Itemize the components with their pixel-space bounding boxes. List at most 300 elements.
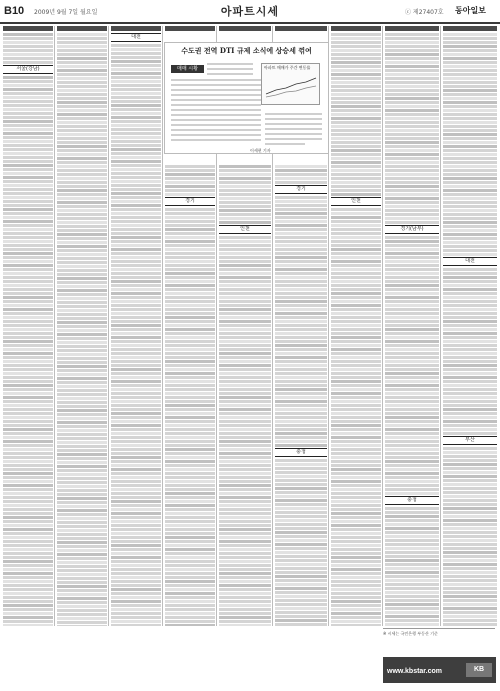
listing-row <box>219 616 271 619</box>
listing-row <box>111 524 161 527</box>
listing-row <box>275 204 327 207</box>
listing-row <box>331 216 381 219</box>
listing-row <box>3 580 53 583</box>
listing-row <box>111 340 161 343</box>
listing-row <box>385 41 439 44</box>
listing-row <box>385 360 439 363</box>
listing-row <box>111 300 161 303</box>
listing-row <box>3 112 53 115</box>
listing-row <box>57 133 107 136</box>
listing-row <box>111 312 161 315</box>
listing-row <box>385 599 439 602</box>
listing-row <box>3 252 53 255</box>
listing-row <box>57 449 107 452</box>
listing-row <box>57 481 107 484</box>
listing-row <box>331 125 381 128</box>
listing-row <box>331 121 381 124</box>
listing-row <box>385 161 439 164</box>
listing-row <box>275 212 327 215</box>
listing-row <box>331 304 381 307</box>
listing-row <box>57 37 107 40</box>
listing-row <box>219 236 271 239</box>
listing-row <box>57 413 107 416</box>
listing-row <box>219 444 271 447</box>
listing-row <box>331 145 381 148</box>
listing-row <box>111 200 161 203</box>
listing-row <box>443 157 497 160</box>
listing-row <box>385 201 439 204</box>
listing-row <box>219 308 271 311</box>
listing-row <box>331 212 381 215</box>
listing-row <box>331 101 381 104</box>
listing-row <box>443 272 497 275</box>
listing-row <box>111 164 161 167</box>
listing-row <box>111 452 161 455</box>
listing-row <box>275 320 327 323</box>
listing-row <box>385 579 439 582</box>
listing-row <box>331 524 381 527</box>
listing-row <box>57 401 107 404</box>
listing-row <box>385 448 439 451</box>
listing-row <box>57 245 107 248</box>
listing-row <box>165 360 215 363</box>
listing-row <box>57 525 107 528</box>
listing-row <box>331 117 381 120</box>
listing-row <box>443 280 497 283</box>
listing-row <box>165 296 215 299</box>
listing-row <box>385 312 439 315</box>
listing-row <box>443 539 497 542</box>
listing-row <box>331 496 381 499</box>
listing-row <box>57 269 107 272</box>
listing-row <box>275 483 327 486</box>
article-tag: 매매 시황 <box>171 65 204 73</box>
listing-row <box>331 580 381 583</box>
listing-row <box>165 476 215 479</box>
listing-row <box>443 388 497 391</box>
listing-row <box>385 523 439 526</box>
listing-row <box>111 244 161 247</box>
listing-row <box>385 77 439 80</box>
listing-row <box>57 477 107 480</box>
listing-row <box>57 117 107 120</box>
listing-row <box>385 185 439 188</box>
listing-row <box>443 599 497 602</box>
column-header <box>111 26 161 31</box>
listing-row <box>385 344 439 347</box>
listing-row <box>111 152 161 155</box>
article-text-line <box>171 134 261 136</box>
listing-row <box>165 284 215 287</box>
listing-row <box>57 445 107 448</box>
listing-row <box>3 53 53 56</box>
listing-row <box>57 93 107 96</box>
region-band: 서울(강남) <box>3 65 53 74</box>
listing-row <box>111 508 161 511</box>
listing-row <box>385 49 439 52</box>
listing-row <box>3 260 53 263</box>
listing-row <box>443 340 497 343</box>
listing-row <box>275 511 327 514</box>
listing-row <box>385 197 439 200</box>
article-title: 수도권 전역 DTI 규제 소식에 상승세 꺾여 <box>181 46 312 55</box>
listing-row <box>111 556 161 559</box>
listing-row <box>275 248 327 251</box>
listing-row <box>275 583 327 586</box>
listing-row <box>443 53 497 56</box>
listing-row <box>57 313 107 316</box>
listing-row <box>57 465 107 468</box>
listing-row <box>331 416 381 419</box>
listing-row <box>331 193 381 196</box>
listing-row <box>219 328 271 331</box>
listing-row <box>3 332 53 335</box>
listing-row <box>385 189 439 192</box>
listing-row <box>57 497 107 500</box>
listing-row <box>219 560 271 563</box>
listing-row <box>443 360 497 363</box>
listing-row <box>111 288 161 291</box>
listing-row <box>443 527 497 530</box>
listing-row <box>443 133 497 136</box>
listing-row <box>3 428 53 431</box>
listing-row <box>443 428 497 431</box>
listing-row <box>165 484 215 487</box>
listing-row <box>385 408 439 411</box>
listing-row <box>443 451 497 454</box>
listing-row <box>165 424 215 427</box>
listing-row <box>57 261 107 264</box>
listing-row <box>57 425 107 428</box>
listing-row <box>385 320 439 323</box>
listing-row <box>443 447 497 450</box>
listing-row <box>57 361 107 364</box>
listing-row <box>57 585 107 588</box>
listing-row <box>443 249 497 252</box>
listing-row <box>219 428 271 431</box>
listing-row <box>3 328 53 331</box>
listing-row <box>219 221 271 224</box>
listing-row <box>331 308 381 311</box>
listing-row <box>57 613 107 616</box>
chart-title: 아파트 매매가 주간 변동률 <box>264 65 311 70</box>
listing-row <box>3 360 53 363</box>
listing-row <box>385 567 439 570</box>
listing-row <box>331 129 381 132</box>
listing-row <box>219 496 271 499</box>
listing-row <box>165 508 215 511</box>
website-url[interactable]: www.kbstar.com <box>387 668 442 675</box>
listing-row <box>165 596 215 599</box>
column-header <box>385 26 439 31</box>
listing-row <box>57 457 107 460</box>
listing-row <box>111 620 161 623</box>
section-title: 아파트시세 <box>220 5 280 18</box>
listing-row <box>275 380 327 383</box>
listing-row <box>443 332 497 335</box>
listing-row <box>165 320 215 323</box>
listing-row <box>3 484 53 487</box>
listing-row <box>275 169 327 172</box>
listing-row <box>275 436 327 439</box>
listing-row <box>443 113 497 116</box>
listing-row <box>385 476 439 479</box>
listing-row <box>385 603 439 606</box>
listing-row <box>275 340 327 343</box>
listing-row <box>443 376 497 379</box>
listing-row <box>111 428 161 431</box>
listing-row <box>443 209 497 212</box>
listing-row <box>219 432 271 435</box>
listing-row <box>3 600 53 603</box>
listing-row <box>331 53 381 56</box>
column-header <box>165 26 215 31</box>
listing-row <box>111 500 161 503</box>
listing-row <box>331 61 381 64</box>
listing-row <box>57 161 107 164</box>
listing-row <box>385 145 439 148</box>
listing-row <box>3 528 53 531</box>
listing-row <box>385 527 439 530</box>
listing-row <box>331 49 381 52</box>
listing-row <box>165 169 215 172</box>
listing-row <box>165 392 215 395</box>
listing-row <box>165 388 215 391</box>
listing-row <box>443 229 497 232</box>
listing-row <box>275 420 327 423</box>
listing-row <box>3 356 53 359</box>
listing-row <box>111 60 161 63</box>
listing-row <box>443 352 497 355</box>
listing-row <box>3 448 53 451</box>
listing-row <box>165 436 215 439</box>
listing-row <box>3 120 53 123</box>
listing-row <box>111 568 161 571</box>
listing-row <box>385 460 439 463</box>
listing-row <box>165 272 215 275</box>
listing-row <box>275 551 327 554</box>
listing-row <box>275 300 327 303</box>
listing-row <box>3 616 53 619</box>
listing-row <box>385 559 439 562</box>
listing-row <box>385 440 439 443</box>
listing-row <box>331 584 381 587</box>
listing-row <box>385 61 439 64</box>
listing-row <box>111 460 161 463</box>
listing-row <box>3 384 53 387</box>
listing-row <box>219 396 271 399</box>
listing-row <box>111 328 161 331</box>
listing-row <box>57 249 107 252</box>
listing-row <box>331 548 381 551</box>
listing-row <box>3 148 53 151</box>
listing-row <box>111 424 161 427</box>
listing-row <box>3 224 53 227</box>
listing-row <box>443 173 497 176</box>
listing-row <box>111 492 161 495</box>
listing-row <box>385 531 439 534</box>
page-number: B10 <box>4 5 25 17</box>
listing-row <box>275 491 327 494</box>
listing-row <box>165 352 215 355</box>
listing-row <box>219 304 271 307</box>
listing-row <box>3 480 53 483</box>
listing-row <box>3 296 53 299</box>
listing-row <box>111 444 161 447</box>
listing-row <box>111 248 161 251</box>
listing-row <box>111 108 161 111</box>
listing-row <box>385 356 439 359</box>
listing-row <box>111 220 161 223</box>
article-text-line <box>171 94 261 96</box>
listing-row <box>275 228 327 231</box>
listing-row <box>3 244 53 247</box>
listing-row <box>219 400 271 403</box>
listing-row <box>3 372 53 375</box>
listing-row <box>3 280 53 283</box>
listing-row <box>275 444 327 447</box>
listing-row <box>219 217 271 220</box>
listing-row <box>385 173 439 176</box>
listing-row <box>3 396 53 399</box>
listing-row <box>331 65 381 68</box>
listing-row <box>275 607 327 610</box>
listing-row <box>219 464 271 467</box>
listing-row <box>111 604 161 607</box>
listing-row <box>219 392 271 395</box>
listing-row <box>275 264 327 267</box>
listing-row <box>3 172 53 175</box>
listing-row <box>443 296 497 299</box>
listing-row <box>443 392 497 395</box>
listing-row <box>57 285 107 288</box>
listing-column <box>384 26 441 626</box>
listing-row <box>165 404 215 407</box>
listing-row <box>3 284 53 287</box>
listing-row <box>111 596 161 599</box>
listing-row <box>275 336 327 339</box>
listing-row <box>111 564 161 567</box>
article-text-line <box>265 113 322 115</box>
article-text-line <box>171 139 261 141</box>
listing-row <box>57 345 107 348</box>
listing-row <box>165 432 215 435</box>
listing-row <box>275 400 327 403</box>
listing-row <box>331 165 381 168</box>
listing-row <box>385 252 439 255</box>
listing-row <box>165 540 215 543</box>
listing-row <box>111 368 161 371</box>
issue-number: ⓒ 제27407호 <box>405 9 444 16</box>
listing-row <box>219 548 271 551</box>
listing-row <box>275 260 327 263</box>
listing-row <box>57 309 107 312</box>
listing-row <box>275 408 327 411</box>
listing-row <box>3 608 53 611</box>
listing-row <box>165 504 215 507</box>
listing-row <box>443 245 497 248</box>
listing-row <box>331 596 381 599</box>
listing-row <box>3 80 53 83</box>
listing-row <box>111 396 161 399</box>
listing-row <box>275 571 327 574</box>
listing-row <box>219 244 271 247</box>
listing-row <box>111 552 161 555</box>
listing-row <box>331 388 381 391</box>
listing-row <box>443 475 497 478</box>
listing-row <box>111 212 161 215</box>
listing-row <box>331 384 381 387</box>
listing-row <box>385 376 439 379</box>
listing-row <box>165 408 215 411</box>
listing-row <box>165 464 215 467</box>
listing-row <box>111 144 161 147</box>
listing-row <box>443 149 497 152</box>
listing-row <box>111 336 161 339</box>
listing-row <box>165 444 215 447</box>
listing-row <box>3 624 53 626</box>
region-band: 충청 <box>275 448 327 457</box>
listing-row <box>331 256 381 259</box>
listing-row <box>331 328 381 331</box>
listing-row <box>443 268 497 271</box>
listing-row <box>331 276 381 279</box>
listing-row <box>385 432 439 435</box>
listing-row <box>385 468 439 471</box>
listing-row <box>165 324 215 327</box>
listing-row <box>165 584 215 587</box>
listing-row <box>385 121 439 124</box>
listing-row <box>331 448 381 451</box>
listing-row <box>443 535 497 538</box>
listing-row <box>443 320 497 323</box>
listing-row <box>443 615 497 618</box>
article-text-line <box>265 123 322 125</box>
listing-row <box>219 336 271 339</box>
listing-row <box>331 608 381 611</box>
listing-row <box>57 421 107 424</box>
listing-row <box>219 332 271 335</box>
listing-row <box>165 516 215 519</box>
listing-row <box>219 456 271 459</box>
listing-row <box>165 244 215 247</box>
listing-row <box>443 467 497 470</box>
listing-row <box>219 252 271 255</box>
listing-row <box>3 84 53 87</box>
listing-row <box>3 164 53 167</box>
listing-row <box>111 72 161 75</box>
listing-row <box>57 81 107 84</box>
listing-row <box>57 349 107 352</box>
listing-row <box>275 471 327 474</box>
listing-row <box>57 625 107 626</box>
listing-row <box>111 100 161 103</box>
listing-row <box>165 580 215 583</box>
listing-row <box>219 552 271 555</box>
listing-row <box>165 532 215 535</box>
listing-row <box>165 185 215 188</box>
listing-row <box>219 384 271 387</box>
listing-row <box>3 544 53 547</box>
listing-row <box>219 528 271 531</box>
listing-row <box>165 412 215 415</box>
listing-row <box>219 340 271 343</box>
listing-row <box>57 265 107 268</box>
listing-row <box>111 548 161 551</box>
listing-row <box>3 512 53 515</box>
listing-row <box>331 296 381 299</box>
listing-row <box>275 181 327 184</box>
